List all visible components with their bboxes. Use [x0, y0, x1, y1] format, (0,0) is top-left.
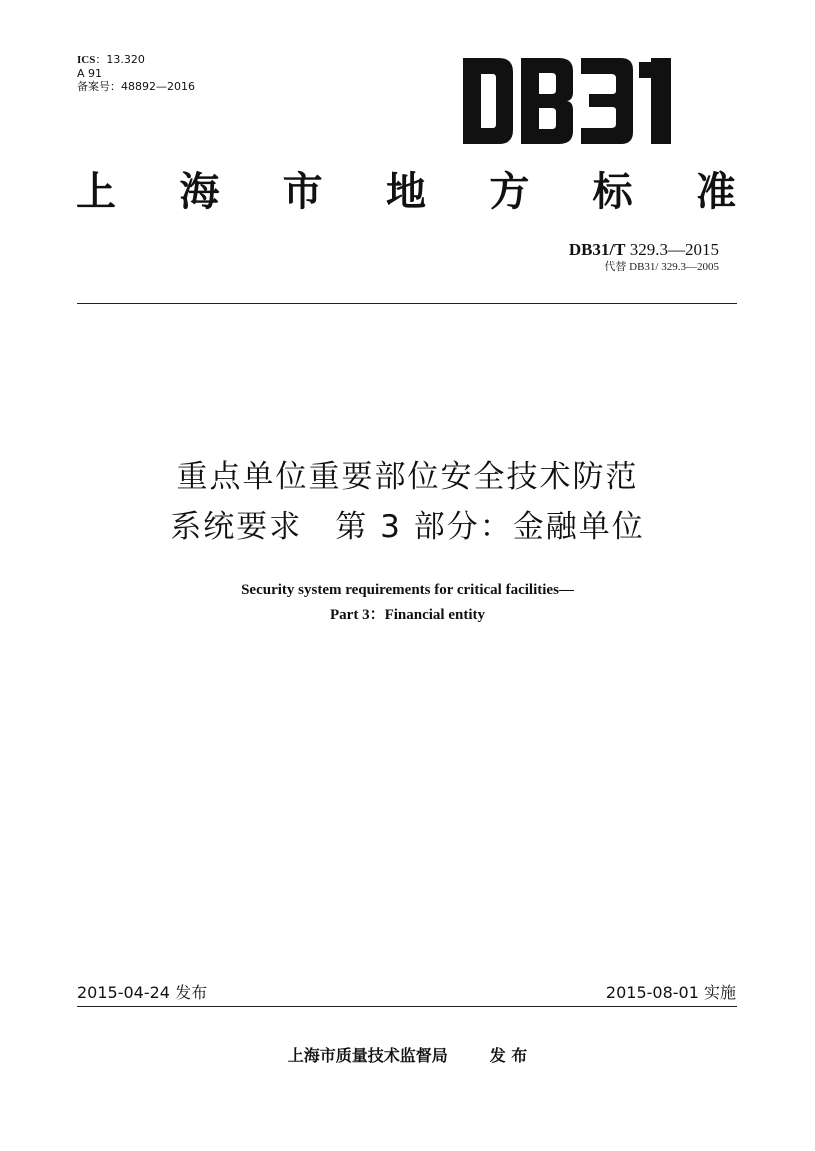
issue-date: 2015-04-24 发布: [77, 983, 208, 1002]
title-en-line1: Security system requirements for critical facilities—: [241, 582, 574, 598]
implement-date: 2015-08-01 实施: [605, 983, 736, 1002]
replaces-note: 代替 DB31/ 329.3—2005: [604, 261, 719, 273]
header-meta: [77, 53, 195, 93]
ics-code: [77, 53, 195, 67]
standard-title-char: 标: [592, 168, 633, 215]
db31-logo: [463, 58, 689, 144]
standard-title-char: 方: [489, 168, 530, 215]
standard-title-char: 市: [282, 168, 323, 215]
title-cn-line1: 重点单位重要部位安全技术防范: [176, 459, 639, 495]
top-divider: [77, 303, 737, 304]
standard-number-block: [569, 240, 719, 274]
standard-title-char: 地: [385, 168, 426, 215]
standard-number-value: 329.3—2015: [625, 240, 719, 259]
ics-label: ICS: [77, 54, 96, 66]
issuer-action: 发 布: [489, 1046, 528, 1065]
standard-prefix: DB31/T: [568, 240, 626, 259]
issuer-line: [0, 1045, 815, 1067]
standard-title-char: 准: [695, 168, 736, 215]
standard-title-char: 上: [76, 168, 116, 215]
bottom-divider: [77, 1006, 737, 1007]
standard-number: [569, 240, 719, 260]
ccs-code: A 91: [77, 67, 103, 80]
record-number: 备案号：48892—2016: [77, 80, 195, 93]
standard-category-title: [76, 168, 736, 216]
title-en-line2: Part 3：Financial entity: [330, 607, 485, 623]
ics-value: ：13.320: [95, 53, 145, 66]
issuer-name: 上海市质量技术监督局: [287, 1046, 448, 1065]
title-cn-line2: 系统要求 第 3 部分：金融单位: [170, 509, 645, 545]
standard-title-char: 海: [179, 168, 220, 215]
